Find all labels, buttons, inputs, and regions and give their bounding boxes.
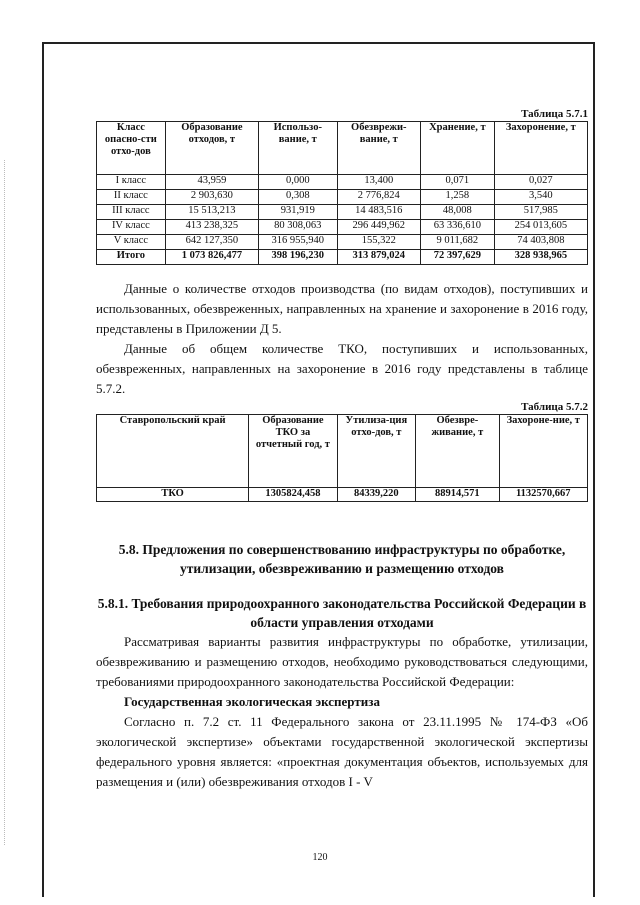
paragraph-federal-law: Согласно п. 7.2 ст. 11 Федерального закона от 23.11.1995 № 174-ФЗ «Об экологической экспертизе» объектами государственной экологической экспертизы федерального уровня является: «проектная документация объектов, используемых для размещения и (или) обезвреживания отходов I - V bbox=[96, 714, 588, 789]
column-header: Обезвре-живание, т bbox=[416, 415, 499, 488]
table-cell: 0,308 bbox=[259, 190, 338, 205]
table-header-row bbox=[97, 415, 588, 488]
table-cell: 1132570,667 bbox=[499, 488, 587, 502]
table-cell: V класс bbox=[97, 235, 166, 250]
table-cell: 0,027 bbox=[494, 175, 587, 190]
table-cell: 2 903,630 bbox=[165, 190, 258, 205]
table-cell: 15 513,213 bbox=[165, 205, 258, 220]
column-header: Класс опасно-сти отхо-дов bbox=[97, 122, 166, 175]
column-header: Обезврежи-вание, т bbox=[337, 122, 420, 175]
table-cell: 13,400 bbox=[337, 175, 420, 190]
table-cell: III класс bbox=[97, 205, 166, 220]
table-cell: 72 397,629 bbox=[421, 250, 495, 265]
table-cell: 296 449,962 bbox=[337, 220, 420, 235]
table-cell: 328 938,965 bbox=[494, 250, 587, 265]
table-row bbox=[97, 488, 588, 502]
table-cell: 3,540 bbox=[494, 190, 587, 205]
table-cell: II класс bbox=[97, 190, 166, 205]
table-row bbox=[97, 205, 588, 220]
table-total-row bbox=[97, 250, 588, 265]
column-header: Захоронение, т bbox=[494, 122, 587, 175]
table-cell: 155,322 bbox=[337, 235, 420, 250]
table-cell: 0,071 bbox=[421, 175, 495, 190]
page-content bbox=[96, 108, 588, 792]
table-cell: 1305824,458 bbox=[249, 488, 337, 502]
table-cell: 48,008 bbox=[421, 205, 495, 220]
paragraph-infrastructure: Рассматривая варианты развития инфраструктуры по обработке, утилизации, обезвреживанию и размещению отходов, необходимо руководствоваться следующими, требованиями природоохранного законодательства Российской Федерации: bbox=[96, 634, 588, 689]
table-cell: 9 011,682 bbox=[421, 235, 495, 250]
table-cell: 43,959 bbox=[165, 175, 258, 190]
table-cell: 80 308,063 bbox=[259, 220, 338, 235]
table-cell: ТКО bbox=[97, 488, 249, 502]
table-5-7-2-caption: Таблица 5.7.2 bbox=[521, 401, 588, 413]
column-header: Образование отходов, т bbox=[165, 122, 258, 175]
table-cell: 398 196,230 bbox=[259, 250, 338, 265]
table-row bbox=[97, 175, 588, 190]
column-header: Образование ТКО за отчетный год, т bbox=[249, 415, 337, 488]
table-5-7-1-caption: Таблица 5.7.1 bbox=[521, 108, 588, 120]
table-cell: 84339,220 bbox=[337, 488, 416, 502]
table-cell: 0,000 bbox=[259, 175, 338, 190]
table-header-row bbox=[97, 122, 588, 175]
table-cell: 63 336,610 bbox=[421, 220, 495, 235]
column-header: Ставропольский край bbox=[97, 415, 249, 488]
table-cell: IV класс bbox=[97, 220, 166, 235]
table-cell: 74 403,808 bbox=[494, 235, 587, 250]
table-cell: 413 238,325 bbox=[165, 220, 258, 235]
table-row bbox=[97, 235, 588, 250]
subheading-state-expertise: Государственная экологическая экспертиза bbox=[124, 694, 380, 709]
scan-edge-mark bbox=[4, 160, 5, 845]
table-5-7-1 bbox=[96, 121, 588, 265]
table-cell: 313 879,024 bbox=[337, 250, 420, 265]
column-header: Утилиза-ция отхо-дов, т bbox=[337, 415, 416, 488]
table-cell: 1 073 826,477 bbox=[165, 250, 258, 265]
table-row bbox=[97, 190, 588, 205]
table-cell: 517,985 bbox=[494, 205, 587, 220]
section-heading-5-8: 5.8. Предложения по совершенствованию инфраструктуры по обработке, утилизации, обезвреживанию и размещению отходов bbox=[118, 542, 566, 576]
table-cell: 14 483,516 bbox=[337, 205, 420, 220]
column-header: Хранение, т bbox=[421, 122, 495, 175]
table-cell: 1,258 bbox=[421, 190, 495, 205]
table-cell: 88914,571 bbox=[416, 488, 499, 502]
paragraph-waste-data: Данные о количестве отходов производства (по видам отходов), поступивших и использованных, обезвреженных, направленных на хранение и захоронение в 2016 году, представлены в Приложении Д 5. bbox=[96, 281, 588, 336]
column-header: Захороне-ние, т bbox=[499, 415, 587, 488]
table-cell: 931,919 bbox=[259, 205, 338, 220]
table-row bbox=[97, 220, 588, 235]
table-cell: 642 127,350 bbox=[165, 235, 258, 250]
table-5-7-2 bbox=[96, 414, 588, 502]
table-cell: 2 776,824 bbox=[337, 190, 420, 205]
table-cell: 254 013,605 bbox=[494, 220, 587, 235]
page-number: 120 bbox=[312, 852, 328, 863]
table-cell: I класс bbox=[97, 175, 166, 190]
table-cell: Итого bbox=[97, 250, 166, 265]
paragraph-tko-data: Данные об общем количестве ТКО, поступивших и использованных, обезвреженных, направленных на захоронение в 2016 году представлены в таблице 5.7.2. bbox=[96, 341, 588, 396]
table-cell: 316 955,940 bbox=[259, 235, 338, 250]
column-header: Использо-вание, т bbox=[259, 122, 338, 175]
section-heading-5-8-1: 5.8.1. Требования природоохранного законодательства Российской Федерации в области управления отходами bbox=[97, 596, 587, 630]
